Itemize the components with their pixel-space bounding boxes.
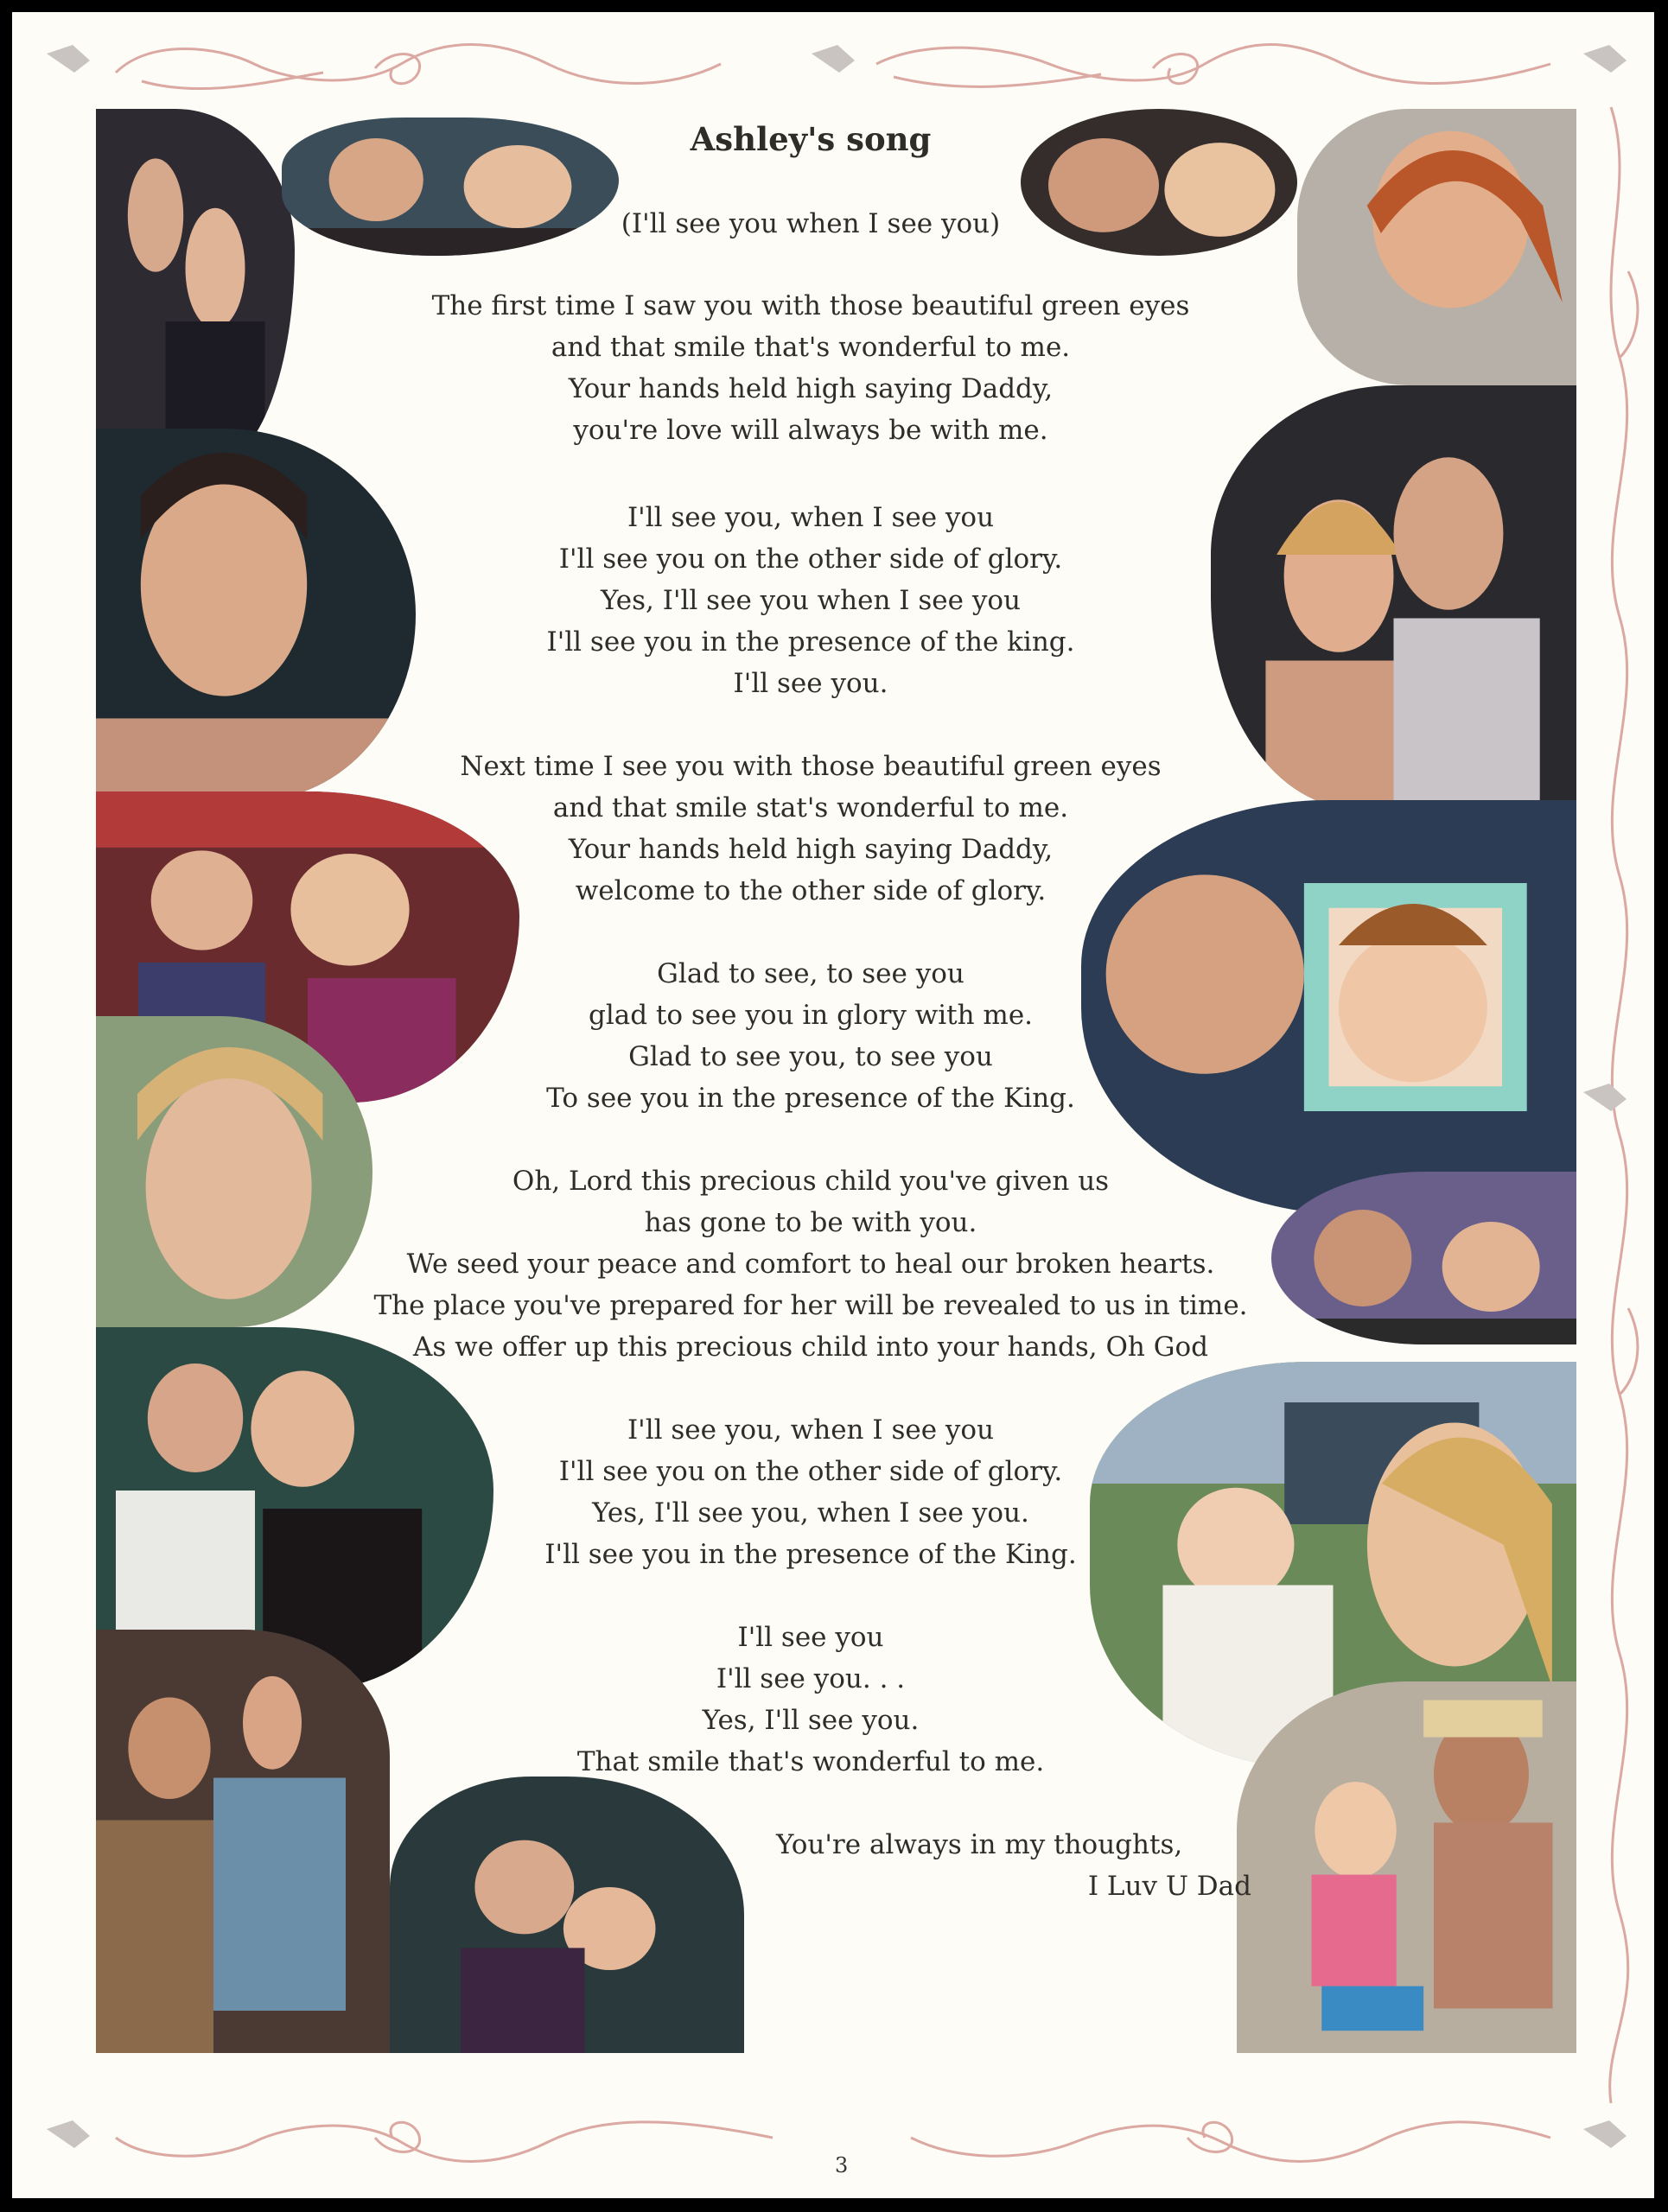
song-line: Yes, I'll see you. <box>702 1705 920 1736</box>
song-line: I'll see you in the presence of the King. <box>544 1539 1077 1570</box>
photo-two-girls-right <box>1271 1172 1576 1344</box>
song-line: Next time I see you with those beautiful green eyes <box>460 751 1162 782</box>
signature: I Luv U Dad <box>1087 1871 1251 1902</box>
song-line: I'll see you <box>737 1622 884 1653</box>
song-line: I'll see you, when I see you <box>627 1414 995 1446</box>
song-line: Yes, I'll see you when I see you <box>601 585 1021 616</box>
song-line: Oh, Lord this precious child you've given us <box>512 1166 1110 1197</box>
song-line: and that smile that's wonderful to me. <box>551 332 1071 363</box>
song-line: Your hands held high saying Daddy, <box>568 834 1054 865</box>
photo-redhead-girl <box>1297 109 1576 385</box>
photo-beach-dad-and-girl <box>1237 1681 1576 2053</box>
song-line: you're love will always be with me. <box>573 415 1048 446</box>
song-line: Glad to see, to see you <box>657 958 965 989</box>
photo-prom-couple-bottom <box>390 1777 744 2053</box>
song-line: and that smile stat's wonderful to me. <box>552 792 1069 823</box>
song-line: I'll see you on the other side of glory. <box>558 1456 1063 1487</box>
photo-prom-couple-right <box>1211 385 1576 809</box>
photo-girl-closeup-left <box>96 429 416 800</box>
photo-dad-and-child <box>96 1630 390 2053</box>
photo-couple-top-left <box>96 109 295 463</box>
scrapbook-page <box>12 12 1654 2198</box>
song-line: I'll see you. . . <box>716 1663 906 1694</box>
song-line: Glad to see you, to see you <box>628 1041 993 1072</box>
song-line: I'll see you. <box>733 668 888 699</box>
song-line: That smile that's wonderful to me. <box>576 1746 1045 1777</box>
song-line: glad to see you in glory with me. <box>588 1000 1034 1031</box>
song-line: I'll see you, when I see you <box>627 502 995 533</box>
song-subtitle: (I'll see you when I see you) <box>621 208 1001 239</box>
song-line: As we offer up this precious child into your hands, Oh God <box>413 1332 1208 1363</box>
song-line: To see you in the presence of the King. <box>546 1083 1075 1114</box>
song-line: Yes, I'll see you, when I see you. <box>592 1497 1029 1529</box>
photo-two-girls-top <box>282 118 619 256</box>
song-line: has gone to be with you. <box>644 1207 977 1238</box>
photo-couple-top-right <box>1021 109 1297 256</box>
photo-collage <box>96 109 1576 2053</box>
page-number: 3 <box>835 2153 849 2177</box>
closing-line: You're always in my thoughts, <box>776 1829 1183 1860</box>
photo-dad-and-toddler-frame <box>1081 800 1576 1215</box>
song-line: I'll see you on the other side of glory. <box>558 543 1063 575</box>
song-line: The place you've prepared for her will be revealed to us in time. <box>373 1290 1248 1321</box>
song-line: Your hands held high saying Daddy, <box>568 373 1054 404</box>
song-line: I'll see you in the presence of the king. <box>546 626 1075 658</box>
song-line: The first time I saw you with those beautiful green eyes <box>431 290 1190 321</box>
song-line: welcome to the other side of glory. <box>575 875 1047 906</box>
song-title: Ashley's song <box>690 120 932 158</box>
song-line: We seed your peace and comfort to heal our broken hearts. <box>406 1249 1215 1280</box>
